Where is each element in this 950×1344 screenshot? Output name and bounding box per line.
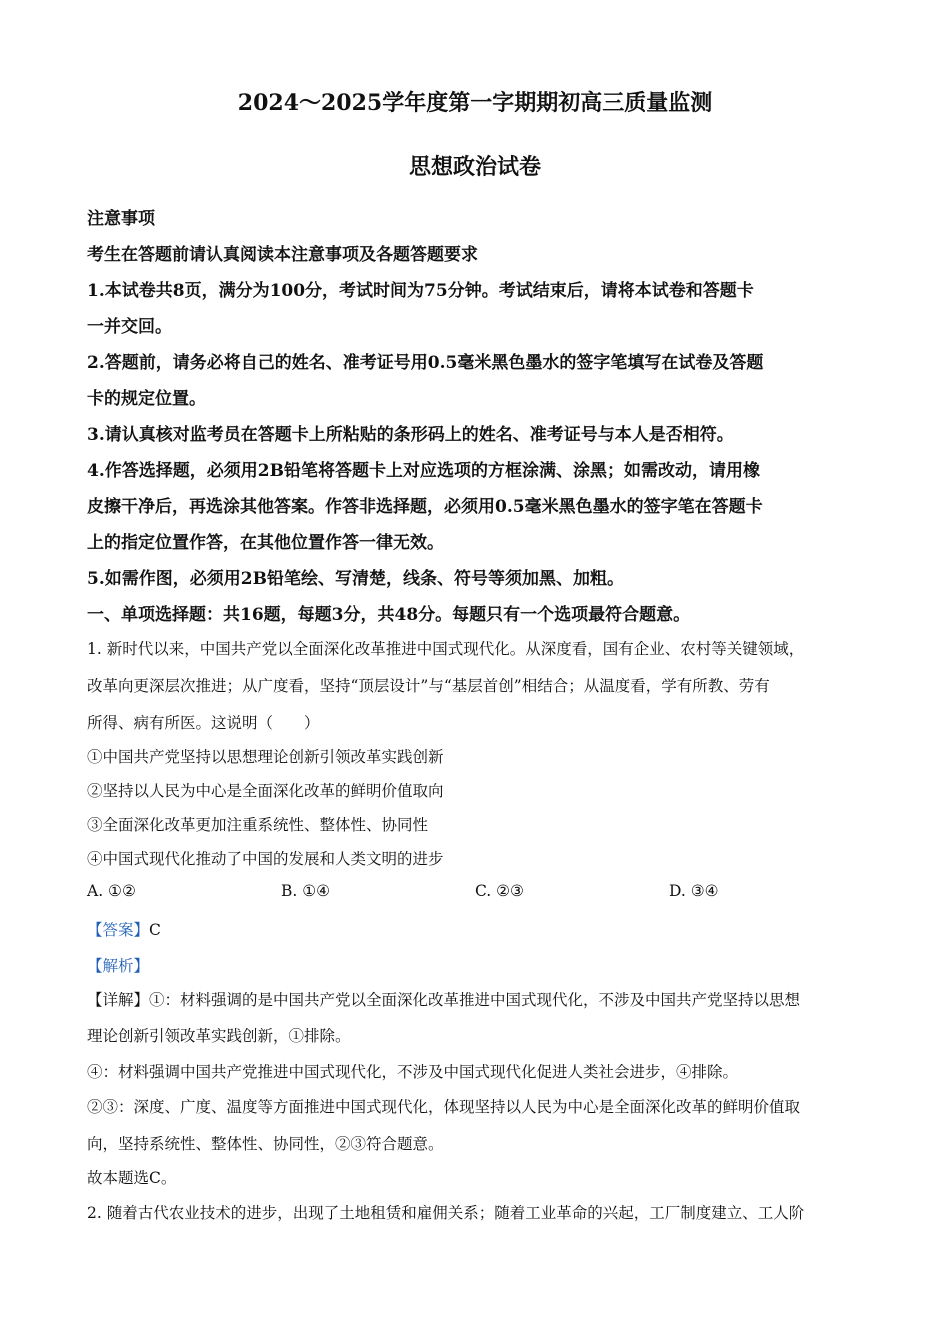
question-2-stem: 2. 随着古代农业技术的进步，出现了土地租赁和雇佣关系；随着工业革命的兴起，工厂制度建立、工人阶 bbox=[87, 1204, 805, 1222]
analysis-line bbox=[87, 954, 149, 976]
notice-item-1: 1.本试卷共8页，满分为100分，考试时间为75分钟。考试结束后，请将本试卷和答题卡 bbox=[87, 281, 754, 301]
question-1-stem-cont: 改革向更深层次推进；从广度看，坚持“顶层设计”与“基层首创”相结合；从温度看，学有所教、劳有 bbox=[87, 677, 770, 695]
notice-item-4: 4.作答选择题，必须用2B铅笔将答题卡上对应选项的方框涂满、涂黑；如需改动，请用橡 bbox=[87, 461, 760, 481]
notice-item-3: 3.请认真核对监考员在答题卡上所粘贴的条形码上的姓名、准考证号与本人是否相符。 bbox=[87, 425, 734, 445]
detail-text-1: ①：材料强调的是中国共产党以全面深化改革推进中国式现代化，不涉及中国共产党坚持以思想 bbox=[149, 991, 801, 1009]
detail-line-2: ④：材料强调中国共产党推进中国式现代化，不涉及中国式现代化促进人类社会进步，④排除。 bbox=[87, 1063, 739, 1081]
answer-line bbox=[87, 918, 161, 940]
detail-tag: 【详解】 bbox=[87, 991, 150, 1009]
question-1-stem: 1. 新时代以来，中国共产党以全面深化改革推进中国式现代化。从深度看，国有企业、农村等关键领域， bbox=[87, 640, 805, 658]
option-c: C. ②③ bbox=[475, 882, 524, 900]
exam-subtitle: 思想政治试卷 bbox=[408, 154, 541, 180]
conclusion-line: 故本题选C。 bbox=[87, 1169, 177, 1187]
option-b: B. ①④ bbox=[281, 882, 331, 900]
statement-2: ②坚持以人民为中心是全面深化改革的鲜明价值取向 bbox=[87, 782, 444, 800]
detail-line-1-cont: 理论创新引领改革实践创新，①排除。 bbox=[87, 1027, 351, 1045]
notice-item-2: 2.答题前，请务必将自己的姓名、准考证号用0.5毫米黑色墨水的签字笔填写在试卷及答题 bbox=[87, 353, 764, 373]
notice-item-1-cont: 一并交回。 bbox=[87, 317, 172, 337]
analysis-tag: 【解析】 bbox=[87, 957, 150, 975]
answer-value: C bbox=[149, 921, 161, 939]
section-heading: 一、单项选择题：共16题，每题3分，共48分。每题只有一个选项最符合题意。 bbox=[87, 605, 691, 625]
detail-line-3-cont: 向，坚持系统性、整体性、协同性，②③符合题意。 bbox=[87, 1135, 444, 1153]
statement-3: ③全面深化改革更加注重系统性、整体性、协同性 bbox=[87, 816, 429, 834]
statement-1: ①中国共产党坚持以思想理论创新引领改革实践创新 bbox=[87, 748, 444, 766]
detail-line-1 bbox=[87, 988, 800, 1010]
notice-item-5: 5.如需作图，必须用2B铅笔绘、写清楚，线条、符号等须加黑、加粗。 bbox=[87, 569, 624, 589]
notice-intro: 考生在答题前请认真阅读本注意事项及各题答题要求 bbox=[87, 245, 478, 265]
notice-item-2-cont: 卡的规定位置。 bbox=[87, 389, 206, 409]
exam-title: 2024～2025学年度第一字期期初高三质量监测 bbox=[237, 90, 713, 116]
statement-4: ④中国式现代化推动了中国的发展和人类文明的进步 bbox=[87, 850, 444, 868]
option-a: A. ①② bbox=[87, 882, 136, 900]
notice-item-4-cont2: 上的指定位置作答，在其他位置作答一律无效。 bbox=[87, 533, 444, 553]
answer-tag: 【答案】 bbox=[87, 921, 150, 939]
detail-line-3: ②③：深度、广度、温度等方面推进中国式现代化，体现坚持以人民为中心是全面深化改革的鲜明价值取 bbox=[87, 1098, 801, 1116]
notice-item-4-cont: 皮擦干净后，再选涂其他答案。作答非选择题，必须用0.5毫米黑色墨水的签字笔在答题卡 bbox=[87, 497, 763, 517]
notice-heading: 注意事项 bbox=[87, 209, 155, 229]
option-d: D. ③④ bbox=[669, 882, 719, 900]
question-1-stem-cont2: 所得、病有所医。这说明（ ） bbox=[87, 714, 320, 732]
